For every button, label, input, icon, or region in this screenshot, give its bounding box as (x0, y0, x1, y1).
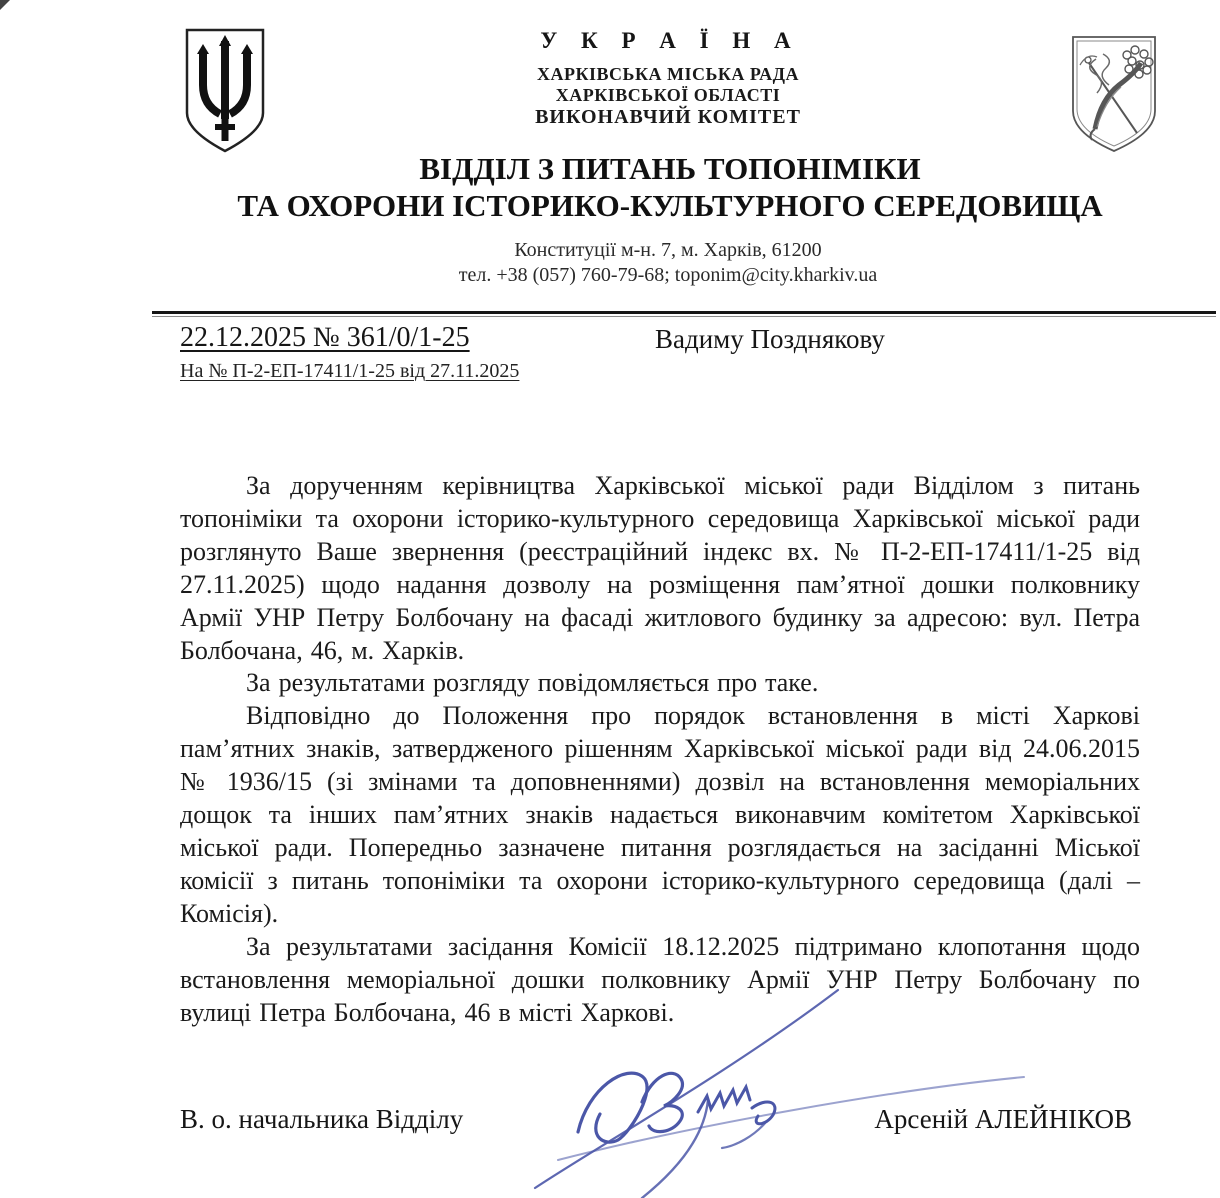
header-divider-rule (152, 311, 1216, 317)
department-title-line2: ТА ОХОРОНИ ІСТОРИКО-КУЛЬТУРНОГО СЕРЕДОВИЩА (237, 188, 1103, 223)
paragraph-1: За дорученням керівництва Харківської міської ради Відділом з питань топоніміки та охорони історико-культурного середовища Харківської міської ради розглянуто Ваше звернення (реєстраційний індекс вх. № П-2-ЕП-17411/1-25 від 27.11.2025) щодо надання дозволу на розміщення пам’ятної дошки полковнику Армії УНР Петру Болбочану на фасаді житлового будинку за адресою: вул. Петра Болбочана, 46, м. Харків. (180, 471, 1140, 665)
phone-email: тел. +38 (057) 760-79-68; toponim@city.kharkiv.ua (458, 264, 878, 286)
org-line-executive-committee: ВИКОНАВЧИЙ КОМІТЕТ (535, 106, 801, 128)
signer-name: Арсеній АЛЕЙНІКОВ (874, 1104, 1132, 1134)
country-heading: У К Р А Ї Н А (540, 28, 800, 53)
addressee-name: Вадиму Позднякову (655, 324, 885, 354)
paragraph-4: За результатами засідання Комісії 18.12.2025 підтримано клопотання щодо встановлення меморіальної дошки полковнику Армії УНР Петру Болбочану по вулиці Петра Болбочана, 46 в місті Харкові. (180, 931, 1140, 1027)
signer-position-title: В. о. начальника Відділу (180, 1104, 464, 1134)
incoming-ref-number: На № П-2-ЕП-17411/1-25 від 27.11.2025 (180, 360, 520, 382)
paragraph-2: За результатами розгляду повідомляється про таке. (246, 668, 819, 698)
org-line-oblast: ХАРКІВСЬКОЇ ОБЛАСТІ (555, 85, 781, 105)
handwritten-signature (530, 960, 1040, 1198)
department-title-line1: ВІДДІЛ З ПИТАНЬ ТОПОНІМІКИ (419, 151, 921, 186)
letter-body (180, 470, 1140, 1029)
scan-corner-artifact (0, 0, 10, 10)
department-title (60, 150, 1220, 224)
organization-block (168, 64, 1168, 128)
org-line-city-council: ХАРКІВСЬКА МІСЬКА РАДА (536, 64, 800, 84)
signature-ink-icon (530, 960, 1040, 1198)
contact-address-block (168, 238, 1168, 288)
postal-address: Конституції м-н. 7, м. Харків, 61200 (514, 239, 822, 261)
paragraph-3: Відповідно до Положення про порядок встановлення в місті Харкові пам’ятних знаків, затвердженого рішенням Харківської міської ради від 24.06.2015 № 1936/15 (зі змінами та доповненнями) дозвіл на встановлення меморіальних дощок та інших пам’ятних знаків надається виконавчим комітетом Харківської міської ради. Попередньо зазначене питання розглядається на засіданні Міської комісії з питань топоніміки та охорони історико-культурного середовища (далі – Комісія). (180, 701, 1140, 928)
outgoing-ref-number: 22.12.2025 № 361/0/1-25 (180, 322, 470, 353)
